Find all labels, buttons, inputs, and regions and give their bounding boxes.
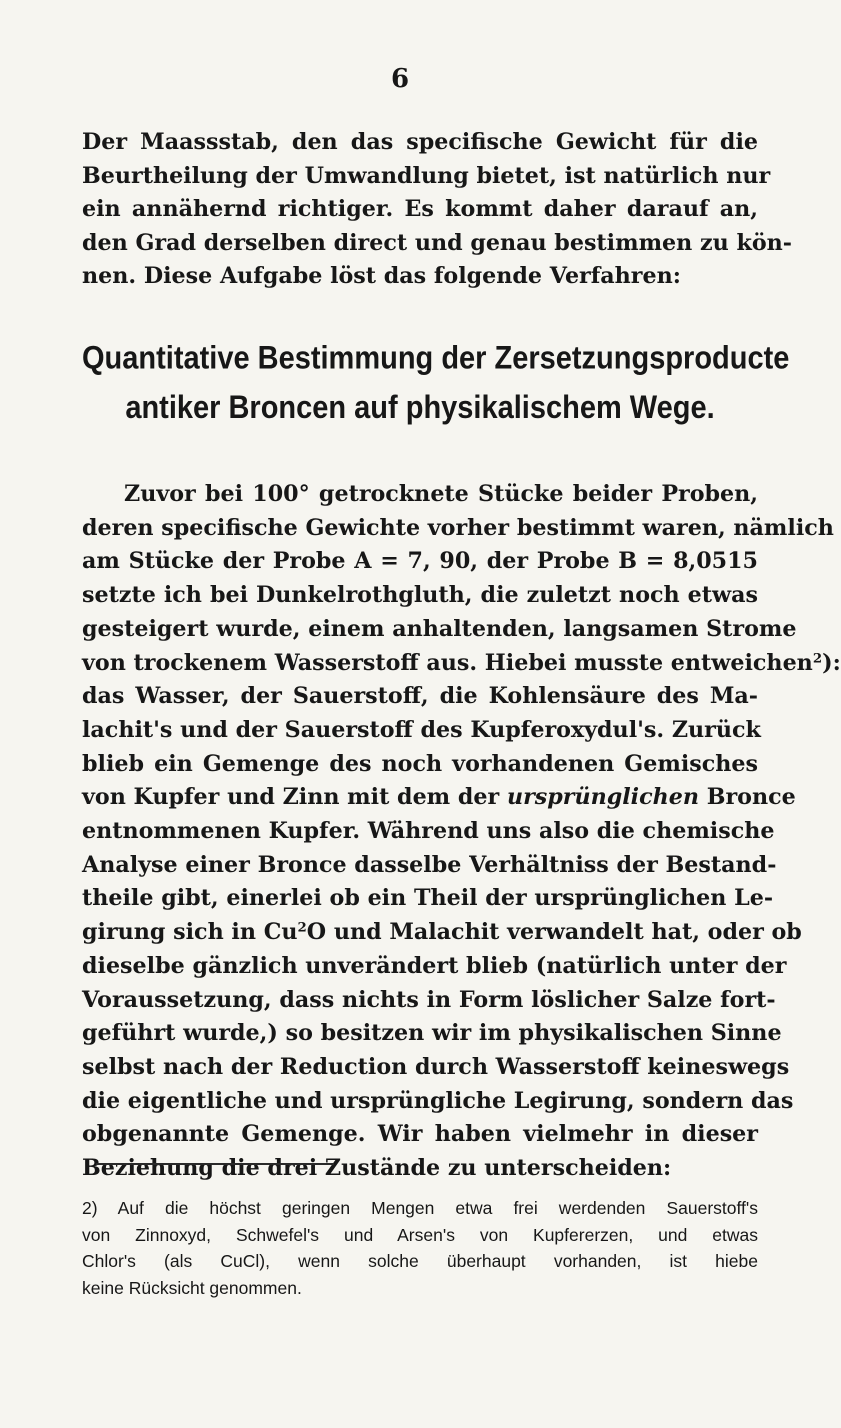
page-number: 6 <box>390 64 410 94</box>
chemical-subscript: 2 <box>297 919 307 936</box>
text-line <box>82 647 841 681</box>
text-line: gesteigert wurde, einem anhaltenden, langsamen Strome <box>82 615 797 642</box>
text-line: ein annähernd richtiger. Es kommt daher darauf an, <box>82 196 758 223</box>
text-line: geführt wurde,) so besitzen wir im physikalischen Sinne <box>82 1020 782 1047</box>
text-line: Der Maassstab, den das specifische Gewicht für die <box>82 129 758 155</box>
text-line: den Grad derselben direct und genau bestimmen zu kön- <box>82 229 792 256</box>
footnote-line: keine Rücksicht genommen. <box>82 1278 302 1299</box>
footnote-divider <box>96 1163 334 1165</box>
line-text: ): <box>822 649 841 676</box>
text-line: Zuvor bei 100° getrocknete Stücke beider Proben, <box>124 481 758 507</box>
text-line: blieb ein Gemenge des noch vorhandenen Gemisches <box>82 750 758 777</box>
line-text: O und Malachit verwandelt hat, oder ob <box>306 919 802 946</box>
line-text: von Kupfer und Zinn mit dem der <box>82 784 500 811</box>
text-line: entnommenen Kupfer. Während uns also die chemische <box>82 818 775 845</box>
footnote <box>82 1195 758 1302</box>
text-line: Voraussetzung, dass nichts in Form löslicher Salze fort- <box>82 986 776 1013</box>
text-line: Analyse einer Bronce dasselbe Verhältniss der Bestand- <box>82 851 777 878</box>
method-paragraph <box>82 478 841 1186</box>
text-line: obgenannte Gemenge. Wir haben vielmehr in dieser <box>82 1121 758 1148</box>
text-line: dieselbe gänzlich unverändert blieb (natürlich unter der <box>82 952 787 979</box>
text-line: das Wasser, der Sauerstoff, die Kohlensäure des Ma- <box>82 683 758 710</box>
line-text: von trockenem Wasserstoff aus. Hiebei musste entweichen <box>82 649 813 676</box>
text-line <box>82 781 796 815</box>
footnote-reference: 2 <box>812 650 823 667</box>
text-line: am Stücke der Probe A = 7, 90, der Probe B = 8,0515 <box>82 548 758 575</box>
line-text: Bronce <box>706 784 796 811</box>
text-line <box>82 916 802 950</box>
text-line: theile gibt, einerlei ob ein Theil der ursprünglichen Le- <box>82 885 774 912</box>
line-text: girung sich in Cu <box>82 919 298 946</box>
emphasized-text: ursprünglichen <box>506 784 699 811</box>
heading-line: Quantitative Bestimmung der Zersetzungsproducte <box>82 340 790 377</box>
text-line: die eigentliche und ursprüngliche Legirung, sondern das <box>82 1087 794 1114</box>
footnote-line: Chlor's (als CuCl), wenn solche überhaupt vorhanden, ist hiebe <box>82 1251 758 1272</box>
section-heading <box>82 334 790 433</box>
heading-line: antiker Broncen auf physikalischem Wege. <box>125 390 715 426</box>
intro-paragraph <box>82 126 792 294</box>
text-line: selbst nach der Reduction durch Wasserstoff keineswegs <box>82 1053 790 1080</box>
footnote-line: 2) Auf die höchst geringen Mengen etwa frei werdenden Sauerstoff's <box>82 1198 758 1218</box>
text-line: Beurtheilung der Umwandlung bietet, ist natürlich nur <box>82 162 771 189</box>
text-line: Beziehung die drei Zustände zu unterscheiden: <box>82 1155 672 1182</box>
text-line: lachit's und der Sauerstoff des Kupferoxydul's. Zurück <box>82 716 761 743</box>
footnote-line: von Zinnoxyd, Schwefel's und Arsen's von Kupfererzen, und etwas <box>82 1224 758 1245</box>
text-line: nen. Diese Aufgabe löst das folgende Verfahren: <box>82 263 681 290</box>
text-line: deren specifische Gewichte vorher bestimmt waren, nämlich <box>82 514 834 541</box>
text-line: setzte ich bei Dunkelrothgluth, die zuletzt noch etwas <box>82 582 758 609</box>
